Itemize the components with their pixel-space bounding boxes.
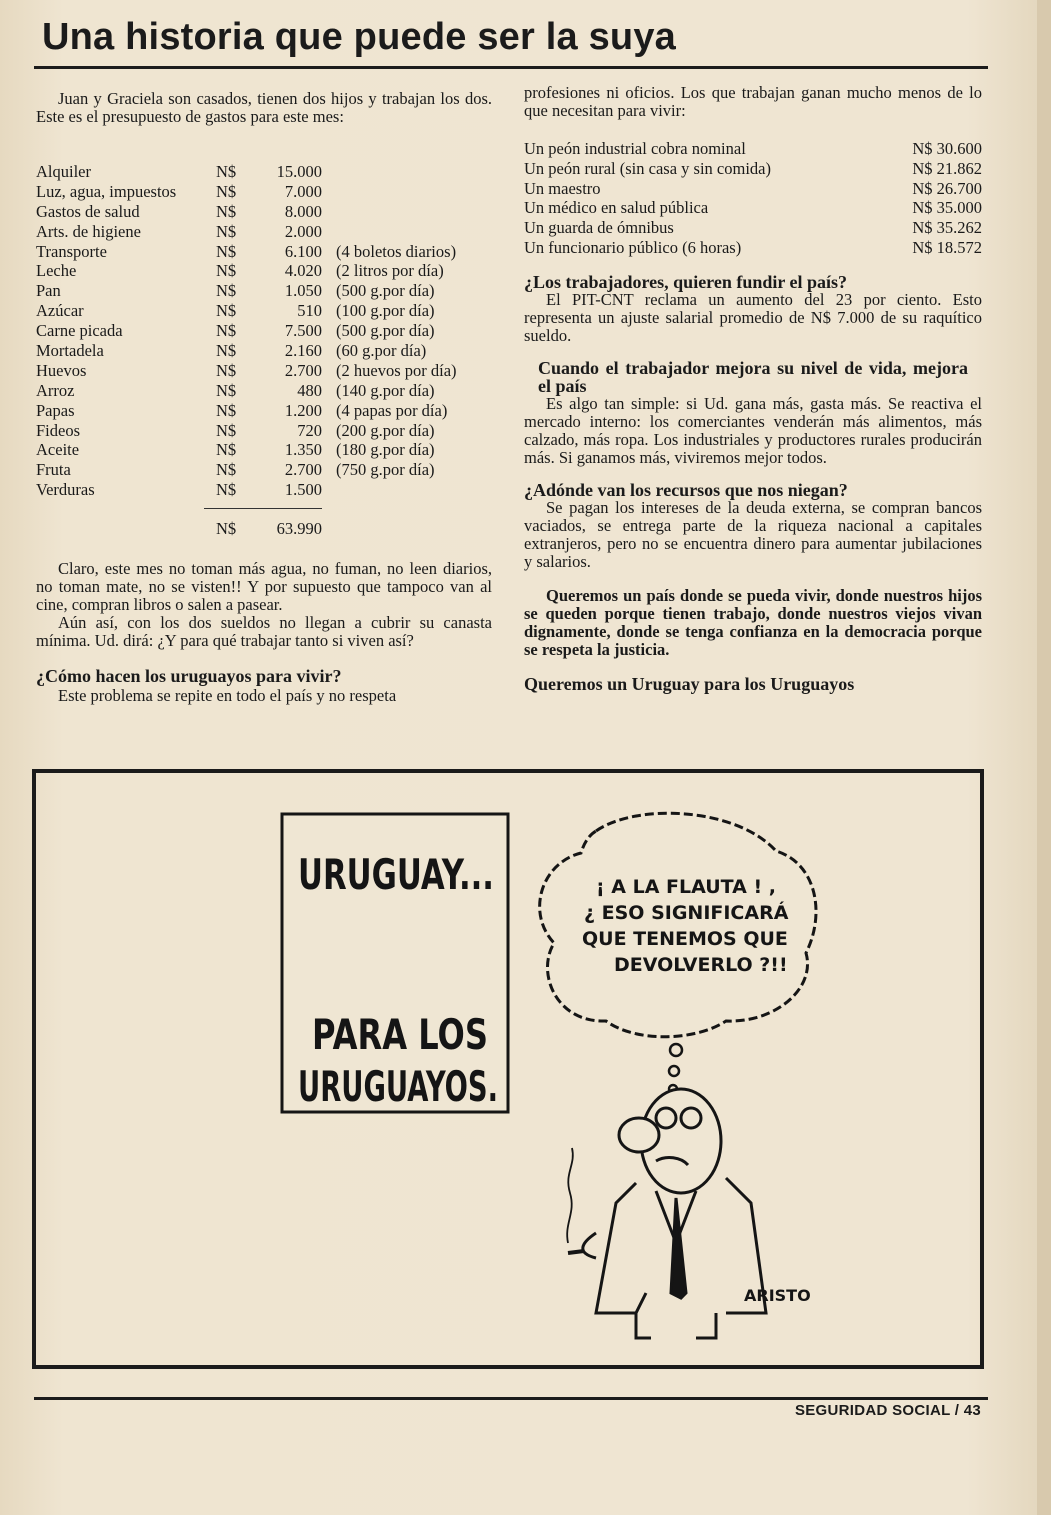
budget-item-currency: N$ <box>216 221 237 241</box>
title-rule <box>34 66 988 69</box>
total-rule <box>204 508 322 509</box>
budget-item-label: Arts. de higiene <box>36 221 141 241</box>
budget-item-currency: N$ <box>216 301 237 321</box>
budget-item-currency: N$ <box>216 201 237 221</box>
budget-item-value: 1.350 <box>284 440 322 460</box>
cartoon-man <box>567 1089 766 1338</box>
budget-item-label: Mortadela <box>36 341 104 361</box>
bubble-text-2: ¿ ESO SIGNIFICARÁ <box>584 902 789 924</box>
footer-rule <box>34 1397 988 1400</box>
intro-paragraph-block <box>36 90 492 126</box>
left-body-block <box>36 560 492 705</box>
budget-item-note: (4 boletos diarios) <box>336 241 457 261</box>
budget-item-currency: N$ <box>216 181 237 201</box>
budget-item-note: (100 g.por día) <box>336 301 435 321</box>
salary-table <box>524 140 982 259</box>
budget-item-currency: N$ <box>216 281 237 301</box>
salary-label: Un guarda de ómnibus <box>524 218 674 238</box>
budget-item-label: Huevos <box>36 360 87 380</box>
heading3-text: Es algo tan simple: si Ud. gana más, gasta más. Se reactiva el mercado interno: los comerciantes venderán más alimentos, más calzado, más ropa. Los industriales y productores rurales producirán más. Si ganamos más, viviremos mejor todos. <box>524 393 982 467</box>
bubble-text-4: DEVOLVERLO ?!! <box>614 954 788 976</box>
budget-item-note: (2 huevos por día) <box>336 360 457 380</box>
budget-item-value: 8.000 <box>284 201 322 221</box>
budget-item-currency: N$ <box>216 460 237 480</box>
budget-item-value: 2.700 <box>284 360 322 380</box>
budget-item-currency: N$ <box>216 162 237 181</box>
budget-item-label: Luz, agua, impuestos <box>36 181 177 201</box>
budget-item-currency: N$ <box>216 321 237 341</box>
budget-item-label: Fideos <box>36 420 81 440</box>
heading-how-uruguayans-live: ¿Cómo hacen los uruguayos para vivir? <box>36 666 342 686</box>
budget-item-label: Fruta <box>36 460 71 480</box>
article-title: Una historia que puede ser la suya <box>42 16 677 58</box>
budget-item-label: Gastos de salud <box>36 201 140 221</box>
thought-bubble <box>540 813 816 1037</box>
salary-label: Un maestro <box>524 178 601 198</box>
salary-value: N$ 21.862 <box>912 158 982 178</box>
salary-row <box>524 239 982 259</box>
budget-item-note: (2 litros por día) <box>336 261 444 281</box>
budget-item-label: Alquiler <box>36 162 91 181</box>
budget-item-value: 1.050 <box>284 281 322 301</box>
budget-item-value: 1.200 <box>284 400 322 420</box>
thought-dot-2 <box>669 1066 679 1076</box>
salary-row <box>524 140 982 160</box>
budget-item-note: (750 g.por día) <box>336 460 435 480</box>
budget-item-value: 7.000 <box>284 181 322 201</box>
budget-item-value: 15.000 <box>276 162 322 181</box>
budget-item-currency: N$ <box>216 241 237 261</box>
budget-item-value: 510 <box>297 301 322 321</box>
budget-item-value: 480 <box>297 380 322 400</box>
budget-item-currency: N$ <box>216 420 237 440</box>
sign-text-2: PARA LOS <box>312 1010 488 1059</box>
budget-item-label: Azúcar <box>36 301 84 321</box>
salary-row <box>524 180 982 200</box>
budget-item-note: (4 papas por día) <box>336 400 448 420</box>
sign-text-3: URUGUAYOS. <box>298 1062 498 1111</box>
page-edge-shadow <box>1037 0 1051 1515</box>
budget-item-value: 2.700 <box>284 460 322 480</box>
budget-item-currency: N$ <box>216 261 237 281</box>
salary-row <box>524 219 982 239</box>
thought-dot-1 <box>670 1044 682 1056</box>
budget-item-label: Leche <box>36 261 77 281</box>
salary-label: Un médico en salud pública <box>524 198 709 218</box>
budget-item-label: Arroz <box>36 380 75 400</box>
budget-item-note: (180 g.por día) <box>336 440 435 460</box>
budget-item-label: Carne picada <box>36 321 123 341</box>
salary-label: Un peón rural (sin casa y sin comida) <box>524 158 771 178</box>
budget-item-value: 6.100 <box>284 241 322 261</box>
salary-value: N$ 35.000 <box>912 198 982 218</box>
sign-text-1: URUGUAY... <box>298 850 494 899</box>
intro-paragraph: Juan y Graciela son casados, tienen dos hijos y trabajan los dos. Este es el presupuesto de gastos para este mes: <box>36 89 492 126</box>
heading4-text: Se pagan los intereses de la deuda externa, se compran bancos vaciados, se entrega parte de la riqueza nacional a capitales extranjeros, pero no se encuentra dinero para aumentar jubilaciones y salarios. <box>524 497 982 571</box>
right-column <box>524 84 982 693</box>
budget-item-label: Aceite <box>36 440 80 460</box>
budget-item-currency: N$ <box>216 380 237 400</box>
salary-value: N$ 35.262 <box>912 218 982 238</box>
salary-label: Un funcionario público (6 horas) <box>524 237 742 257</box>
budget-item-value: 4.020 <box>284 261 322 281</box>
budget-item-note: (500 g.por día) <box>336 281 435 301</box>
right-paragraph-1: profesiones ni oficios. Los que trabajan ganan mucho menos de lo que necesitan para vivir: <box>524 83 982 120</box>
total-value: 63.990 <box>276 519 322 538</box>
salary-label: Un peón industrial cobra nominal <box>524 139 746 158</box>
budget-item-note: (140 g.por día) <box>336 380 435 400</box>
page-footer: SEGURIDAD SOCIAL / 43 <box>794 1402 981 1419</box>
budget-item-label: Papas <box>36 400 75 420</box>
budget-item-currency: N$ <box>216 400 237 420</box>
salary-row <box>524 160 982 180</box>
heading1-text: Este problema se repite en todo el país y no respeta <box>58 686 397 705</box>
salary-value: N$ 30.600 <box>912 139 982 158</box>
budget-item-label: Verduras <box>36 480 95 500</box>
salary-value: N$ 18.572 <box>912 237 982 257</box>
heading2-text: El PIT-CNT reclama un aumento del 23 por ciento. Esto representa un ajuste salarial promedio de N$ 7.000 de su raquítico sueldo. <box>524 289 982 345</box>
closing-paragraph: Queremos un país donde se pueda vivir, donde nuestros hijos se queden porque tienen trabajo, donde nuestros viejos vivan dignamente, donde se tenga confianza en la democracia porque se respeta la justicia. <box>524 585 982 659</box>
budget-item-note: (200 g.por día) <box>336 420 435 440</box>
bubble-text-3: QUE TENEMOS QUE <box>582 928 788 950</box>
budget-item-value: 2.000 <box>284 221 322 241</box>
cartoon-drawing <box>36 773 980 1365</box>
budget-item-value: 2.160 <box>284 341 322 361</box>
budget-item-currency: N$ <box>216 480 237 500</box>
budget-item-label: Transporte <box>36 241 107 261</box>
cartoon-frame <box>32 769 984 1369</box>
heading-living-standard: Cuando el trabajador mejora su nivel de vida, mejora el país <box>538 357 968 396</box>
bubble-text-1: ¡ A LA FLAUTA ! , <box>596 876 776 898</box>
heading-resources: ¿Adónde van los recursos que nos niegan? <box>524 479 848 500</box>
budget-item-value: 1.500 <box>284 480 322 500</box>
budget-item-currency: N$ <box>216 440 237 460</box>
budget-item-currency: N$ <box>216 341 237 361</box>
salary-value: N$ 26.700 <box>912 178 982 198</box>
salary-row <box>524 199 982 219</box>
slogan: Queremos un Uruguay para los Uruguayos <box>524 673 855 694</box>
budget-item-label: Pan <box>36 281 61 301</box>
budget-item-value: 720 <box>297 420 322 440</box>
left-paragraph-2: Aún así, con los dos sueldos no llegan a cubrir su canasta mínima. Ud. dirá: ¿Y para qué trabajar tanto si viven así? <box>36 613 492 650</box>
budget-item-value: 7.500 <box>284 321 322 341</box>
artist-signature: ARISTO <box>744 1286 811 1305</box>
heading-workers: ¿Los trabajadores, quieren fundir el país? <box>524 271 848 292</box>
budget-item-note: (500 g.por día) <box>336 321 435 341</box>
budget-item-currency: N$ <box>216 360 237 380</box>
budget-item-note: (60 g.por día) <box>336 341 427 361</box>
total-currency: N$ <box>216 519 237 538</box>
left-paragraph-1: Claro, este mes no toman más agua, no fuman, no leen diarios, no toman mate, no se visten!! Y por supuesto que tampoco van al cine, compran libros o salen a pasear. <box>36 559 492 614</box>
